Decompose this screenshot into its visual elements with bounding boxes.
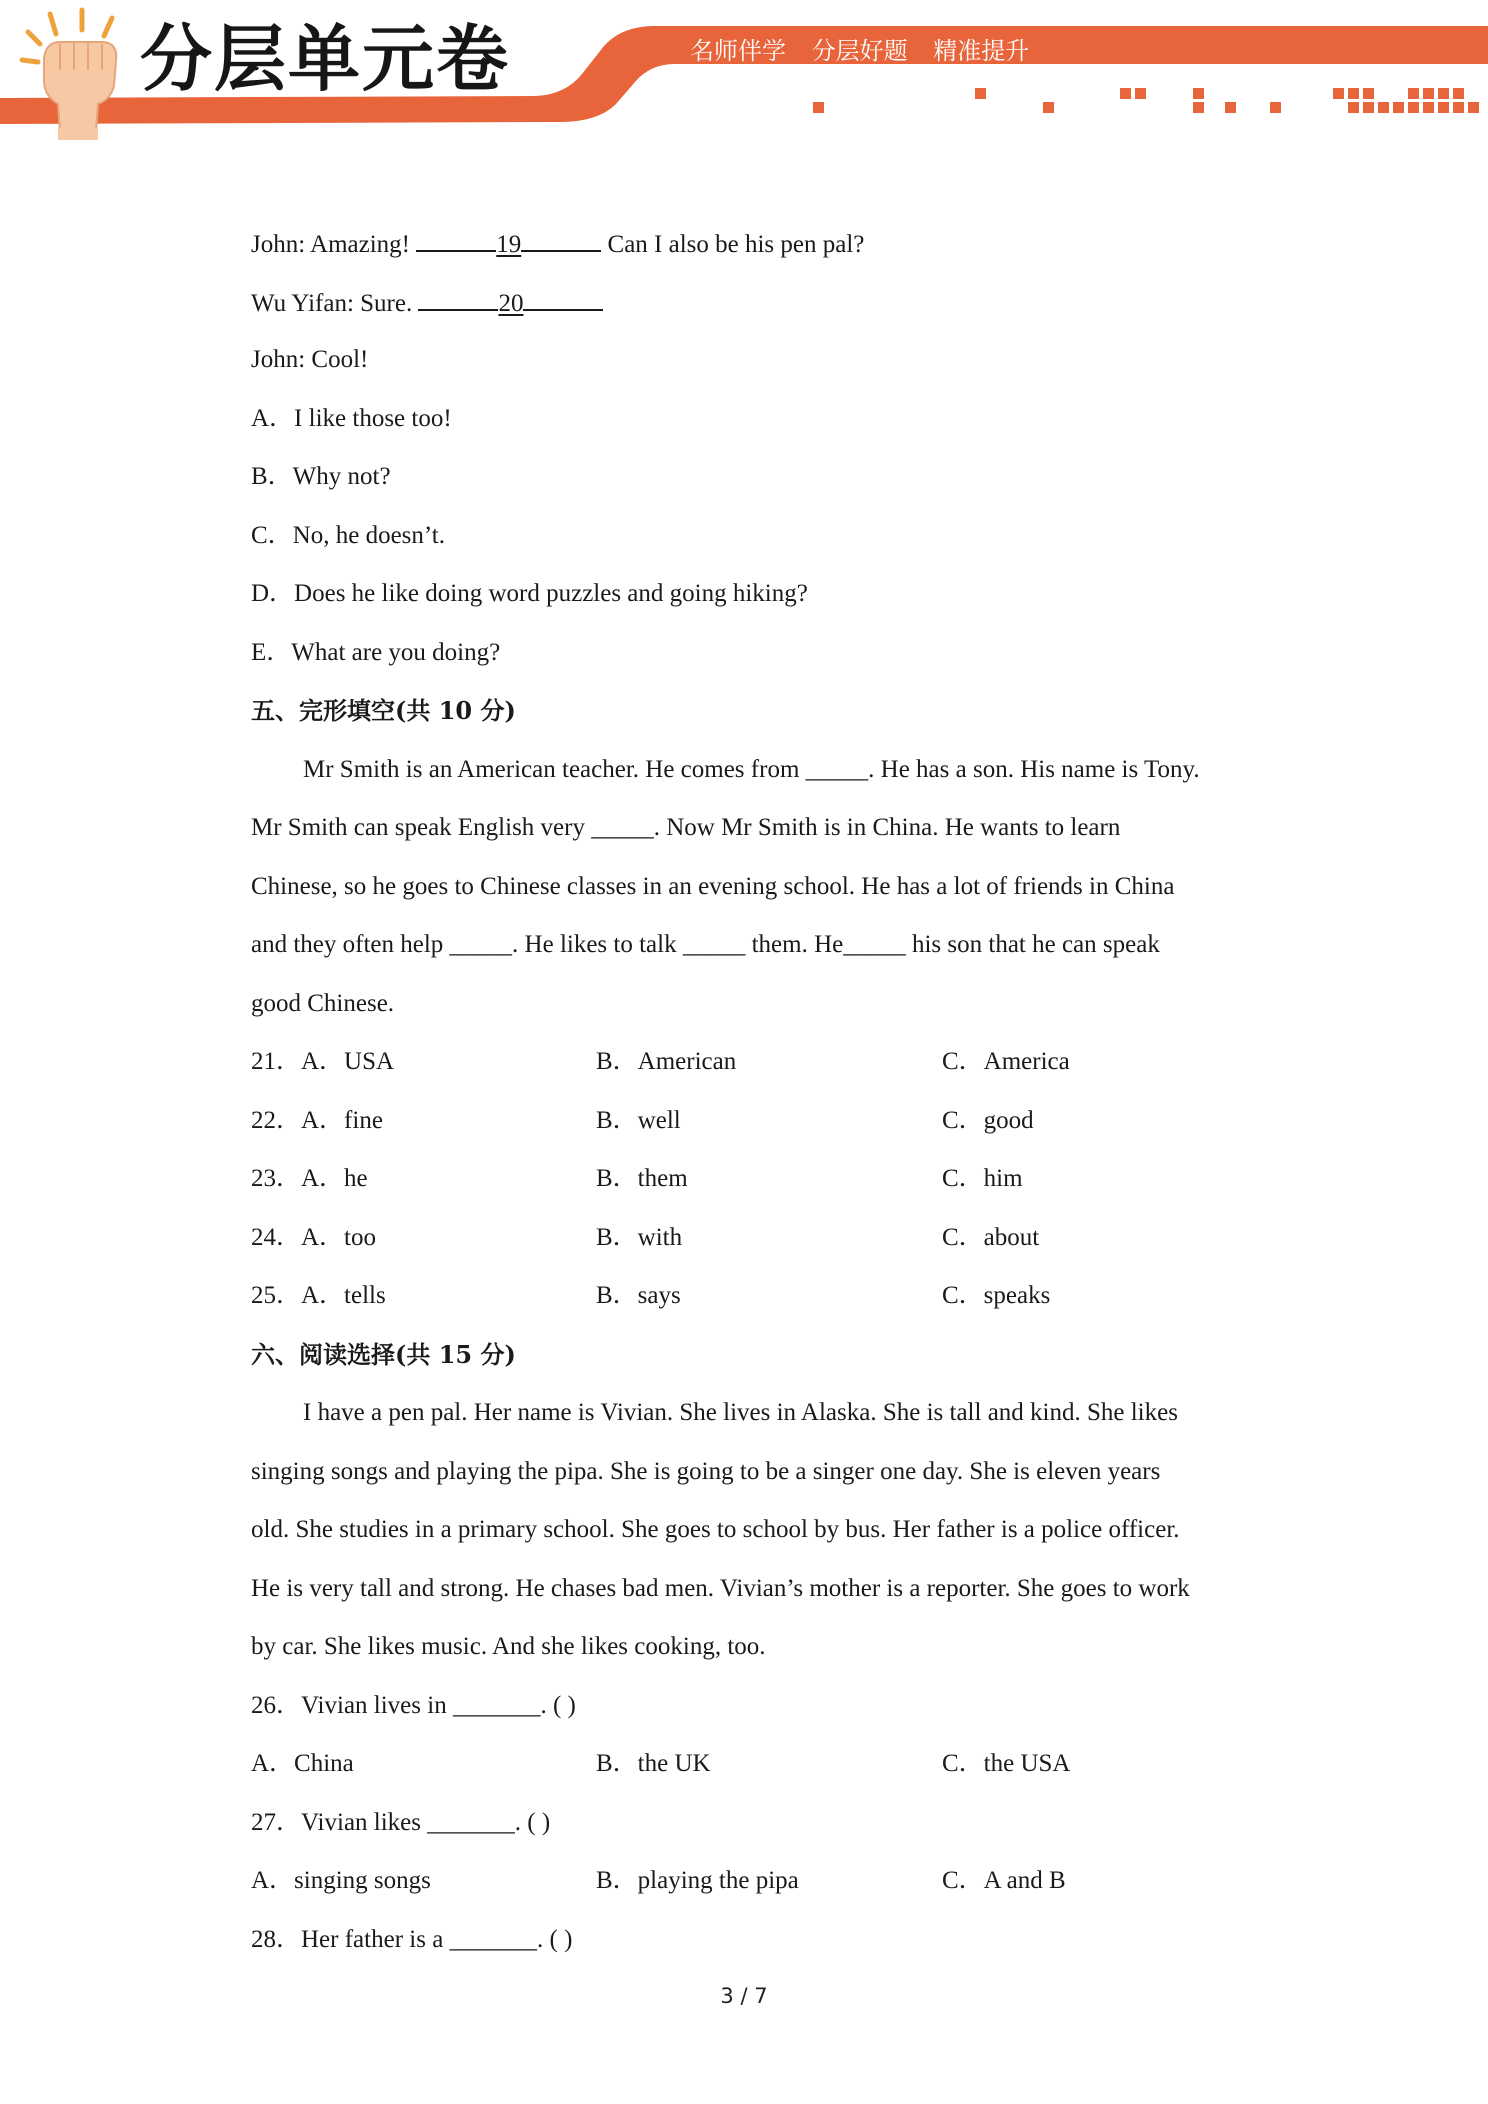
dialogue-line: John: Cool! bbox=[251, 346, 369, 373]
option-a: 22．A．fine bbox=[251, 1107, 383, 1134]
question-23 bbox=[251, 1162, 1351, 1196]
passage-line: good Chinese. bbox=[251, 990, 395, 1017]
page-number: 3 / 7 bbox=[720, 1984, 768, 2008]
dialogue-option-d: D．Does he like doing word puzzles and going hiking? bbox=[251, 580, 808, 607]
question-22 bbox=[251, 1104, 1351, 1138]
question-27-options bbox=[251, 1864, 1351, 1898]
passage-line: Mr Smith can speak English very _____. Now Mr Smith is in China. He wants to learn bbox=[251, 814, 1121, 841]
question-26: 26．Vivian lives in _______. ( ) bbox=[251, 1692, 576, 1719]
pixel-decoration bbox=[813, 88, 1479, 113]
passage-line: I have a pen pal. Her name is Vivian. She lives in Alaska. She is tall and kind. She likes bbox=[303, 1399, 1178, 1426]
option-b: B．the UK bbox=[596, 1750, 711, 1777]
option-b: B．them bbox=[596, 1165, 688, 1192]
dialogue-option-b: B．Why not? bbox=[251, 463, 391, 490]
option-c: C．America bbox=[942, 1048, 1070, 1075]
option-b: B．says bbox=[596, 1282, 681, 1309]
blank-number: 20 bbox=[498, 290, 524, 317]
passage-line: and they often help _____. He likes to talk _____ them. He_____ his son that he can speak bbox=[251, 931, 1160, 958]
option-a: 24．A．too bbox=[251, 1224, 377, 1251]
dialogue-option-c: C．No, he doesn’t. bbox=[251, 522, 445, 549]
passage-line: He is very tall and strong. He chases bad men. Vivian’s mother is a reporter. She goes to work bbox=[251, 1575, 1190, 1602]
passage-line: old. She studies in a primary school. She goes to school by bus. Her father is a police officer. bbox=[251, 1516, 1180, 1543]
brand-title: 分层单元卷 bbox=[140, 17, 511, 101]
option-c: C．him bbox=[942, 1165, 1023, 1192]
option-b: B．well bbox=[596, 1107, 681, 1134]
option-c: C．good bbox=[942, 1107, 1034, 1134]
option-b: B．with bbox=[596, 1224, 683, 1251]
passage-line: singing songs and playing the pipa. She is going to be a singer one day. She is eleven years bbox=[251, 1458, 1161, 1485]
passage-line: Chinese, so he goes to Chinese classes in an evening school. He has a lot of friends in China bbox=[251, 873, 1175, 900]
answer-blank bbox=[416, 226, 496, 252]
option-b: B．American bbox=[596, 1048, 737, 1075]
option-a: 23．A．he bbox=[251, 1165, 368, 1192]
question-24 bbox=[251, 1221, 1351, 1255]
dialogue-option-e: E．What are you doing? bbox=[251, 639, 501, 666]
page-header bbox=[0, 0, 1488, 140]
dialogue-rest: Can I also be his pen pal? bbox=[601, 231, 865, 258]
answer-blank bbox=[523, 285, 603, 311]
option-a: A．China bbox=[251, 1750, 354, 1777]
speaker-text: John: Amazing! bbox=[251, 231, 417, 258]
question-27: 27．Vivian likes _______. ( ) bbox=[251, 1809, 551, 1836]
question-26-options bbox=[251, 1747, 1351, 1781]
passage-line: by car. She likes music. And she likes cooking, too. bbox=[251, 1633, 766, 1660]
passage-line: Mr Smith is an American teacher. He comes from _____. He has a son. His name is Tony. bbox=[303, 756, 1200, 783]
question-21 bbox=[251, 1045, 1351, 1079]
answer-blank bbox=[418, 285, 498, 311]
dialogue-option-a: A．I like those too! bbox=[251, 405, 452, 432]
answer-blank bbox=[521, 226, 601, 252]
section-heading-reading: 六、阅读选择(共 15 分) bbox=[251, 1340, 516, 1369]
option-a: 25．A．tells bbox=[251, 1282, 386, 1309]
option-a: 21．A．USA bbox=[251, 1048, 395, 1075]
option-c: C．A and B bbox=[942, 1867, 1066, 1894]
blank-number: 19 bbox=[496, 231, 522, 258]
option-b: B．playing the pipa bbox=[596, 1867, 799, 1894]
dialogue-line-20 bbox=[251, 285, 603, 321]
question-25 bbox=[251, 1279, 1351, 1313]
dialogue-line-19 bbox=[251, 226, 864, 262]
option-c: C．about bbox=[942, 1224, 1040, 1251]
section-heading-cloze: 五、完形填空(共 10 分) bbox=[251, 696, 516, 725]
option-a: A．singing songs bbox=[251, 1867, 431, 1894]
speaker-text: Wu Yifan: Sure. bbox=[251, 290, 419, 317]
brand-slogan: 名师伴学 分层好题 精准提升 bbox=[690, 37, 1030, 65]
question-28: 28．Her father is a _______. ( ) bbox=[251, 1926, 573, 1953]
option-c: C．speaks bbox=[942, 1282, 1051, 1309]
option-c: C．the USA bbox=[942, 1750, 1071, 1777]
